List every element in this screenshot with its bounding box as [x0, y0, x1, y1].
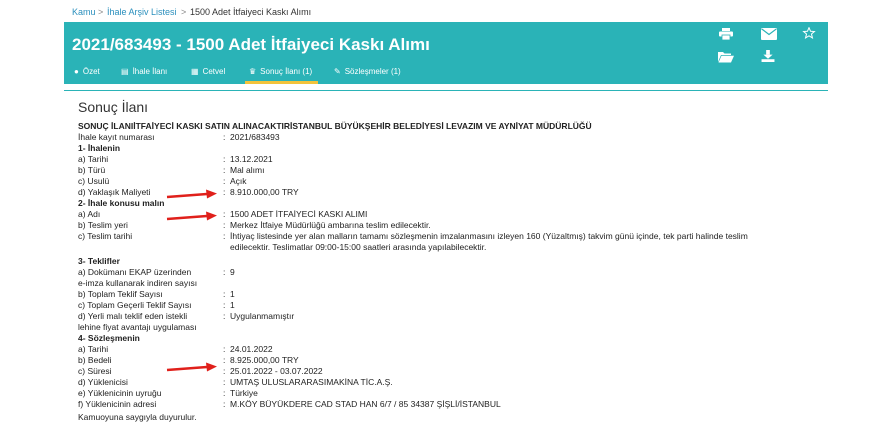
colon: :: [223, 377, 226, 387]
colon: :: [223, 300, 226, 310]
field-label: a) Adı: [78, 209, 101, 219]
colon: :: [223, 267, 226, 277]
colon: :: [223, 289, 226, 299]
tab-label: Sözleşmeler (1): [344, 67, 401, 76]
field-label: a) Dokümanı EKAP üzerinden: [78, 267, 192, 277]
field-value: 8.925.000,00 TRY: [230, 355, 299, 365]
tab-label: Sonuç İlanı (1): [260, 67, 313, 76]
field-label: a) Tarihi: [78, 154, 109, 164]
tab-label: Cetvel: [202, 67, 226, 76]
table-icon: ▦: [191, 67, 199, 76]
red-arrow-icon: [166, 188, 218, 202]
field-value: 9: [230, 267, 235, 277]
colon: :: [223, 366, 226, 376]
colon: :: [223, 165, 226, 175]
field-label: c) Toplam Geçerli Teklif Sayısı: [78, 300, 192, 310]
field-label: c) Süresi: [78, 366, 112, 376]
tab-cetvel[interactable]: [191, 67, 225, 84]
info-icon: ●: [74, 67, 79, 76]
field-label: f) Yüklenicinin adresi: [78, 399, 157, 409]
field-label-continued: e-imza kullanarak indiren sayısı: [78, 278, 198, 288]
field-value: Mal alımı: [230, 165, 265, 175]
star-icon[interactable]: [802, 27, 816, 39]
colon: :: [223, 231, 226, 241]
tender-header: [64, 22, 828, 84]
section-heading: 2- İhale konusu malın: [78, 198, 165, 208]
folder-open-icon[interactable]: [718, 51, 734, 63]
field-value: 1: [230, 300, 235, 310]
breadcrumb-kamu[interactable]: Kamu: [72, 7, 96, 17]
field-label: c) Teslim tarihi: [78, 231, 133, 241]
colon: :: [223, 154, 226, 164]
field-label: b) Teslim yeri: [78, 220, 128, 230]
colon: :: [223, 388, 226, 398]
breadcrumb: [0, 0, 880, 22]
red-arrow-icon: [166, 361, 218, 375]
page-title: 2021/683493 - 1500 Adet İtfaiyeci Kaskı Alımı: [72, 35, 430, 54]
section-title: Sonuç İlanı: [78, 99, 149, 115]
colon: :: [223, 187, 226, 197]
field-label: d) Yerli malı teklif eden istekli: [78, 311, 188, 321]
field-label: b) Türü: [78, 165, 106, 175]
field-value: edilecektir. Teslimatlar 09:00-15:00 saatleri arasında yapılabilecektir.: [230, 242, 487, 252]
tab-ozet[interactable]: [74, 67, 100, 84]
colon: :: [223, 220, 226, 230]
tab-label: Özet: [82, 67, 100, 76]
field-value: UMTAŞ ULUSLARARASIMAKİNA TİC.A.Ş.: [230, 377, 393, 387]
field-value: 1: [230, 289, 235, 299]
print-icon[interactable]: [719, 28, 733, 40]
section-heading: 4- Sözleşmenin: [78, 333, 140, 343]
field-label: b) Bedeli: [78, 355, 112, 365]
field-label: c) Usulü: [78, 176, 110, 186]
colon: :: [223, 176, 226, 186]
field-label: İhale kayıt numarası: [78, 132, 155, 142]
tab-label: İhale İlanı: [132, 67, 168, 76]
closing-sentence: Kamuoyuna saygıyla duyurulur.: [78, 412, 197, 422]
field-label: b) Toplam Teklif Sayısı: [78, 289, 163, 299]
field-value: M.KÖY BÜYÜKDERE CAD STAD HAN 6/7 / 85 34387 ŞİŞLİ/İSTANBUL: [230, 399, 501, 409]
notice-heading: SONUÇ İLANIİTFAİYECİ KASKI SATIN ALINACAKTIRİSTANBUL BÜYÜKŞEHİR BELEDİYESİ LEVAZIM VE AYNİYAT MÜDÜRLÜĞÜ: [78, 121, 592, 131]
edit-icon: ✎: [334, 67, 341, 76]
field-label: e) Yüklenicinin uyruğu: [78, 388, 162, 398]
breadcrumb-separator: >: [98, 7, 104, 17]
colon: :: [223, 355, 226, 365]
tab-ihale-ilani[interactable]: [121, 67, 167, 84]
colon: :: [223, 311, 226, 321]
field-value: Türkiye: [230, 388, 258, 398]
field-label: d) Yaklaşık Maliyeti: [78, 187, 151, 197]
download-icon[interactable]: [761, 50, 775, 62]
colon: :: [223, 132, 226, 142]
field-value: Merkez İtfaiye Müdürlüğü ambarına teslim edilecektir.: [230, 220, 431, 230]
field-value: Açık: [230, 176, 247, 186]
red-arrow-icon: [166, 210, 218, 224]
document-icon: ▤: [121, 67, 129, 76]
tab-sonuc-ilani[interactable]: [245, 67, 318, 84]
breadcrumb-current: 1500 Adet İtfaiyeci Kaskı Alımı: [190, 7, 312, 17]
field-value: 1500 ADET İTFAİYECİ KASKI ALIMI: [230, 209, 368, 219]
field-value: İhtiyaç listesinde yer alan malların tamamı sözleşmenin imzalanmasını izleyen 160 (Yüzaltmış) takvim günü içinde, tek parti halinde teslim: [230, 231, 748, 241]
section-heading: 1- İhalenin: [78, 143, 121, 153]
field-value: 25.01.2022 - 03.07.2022: [230, 366, 323, 376]
tab-sozlesmeler[interactable]: [334, 67, 401, 84]
field-label: d) Yüklenicisi: [78, 377, 128, 387]
envelope-icon[interactable]: [761, 28, 777, 40]
field-value: 2021/683493: [230, 132, 280, 142]
trophy-icon: ♛: [249, 67, 257, 76]
field-value: Uygulanmamıştır: [230, 311, 295, 321]
field-value: 8.910.000,00 TRY: [230, 187, 299, 197]
field-label-continued: lehine fiyat avantajı uygulaması: [78, 322, 197, 332]
colon: :: [223, 399, 226, 409]
header-divider: [64, 90, 828, 91]
colon: :: [223, 209, 226, 219]
section-heading: 3- Teklifler: [78, 256, 120, 266]
field-value: 24.01.2022: [230, 344, 273, 354]
field-label: a) Tarihi: [78, 344, 109, 354]
field-value: 13.12.2021: [230, 154, 273, 164]
breadcrumb-separator: >: [181, 7, 187, 17]
breadcrumb-ihale-arsiv[interactable]: İhale Arşiv Listesi: [107, 7, 177, 17]
colon: :: [223, 344, 226, 354]
